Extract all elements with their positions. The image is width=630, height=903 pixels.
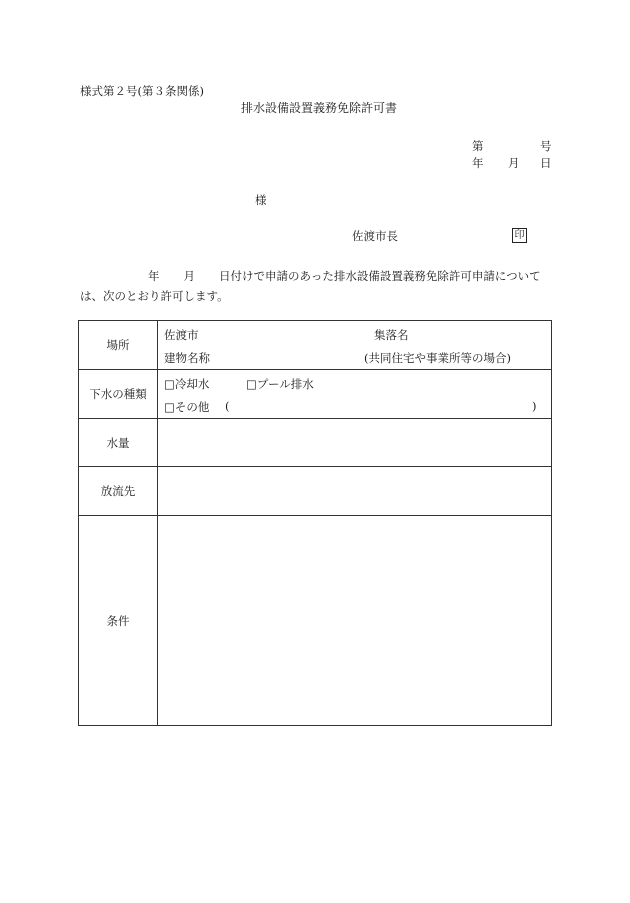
destination-cell <box>158 467 552 516</box>
issuer-name: 佐渡市長 <box>352 229 398 243</box>
option-other: □その他 <box>164 400 210 414</box>
document-title: 排水設備設置義務免除許可書 <box>241 101 398 115</box>
place-building-label: 建物名称 <box>164 351 210 365</box>
form-number: 様式第２号(第３条関係) <box>80 84 204 98</box>
body-year: 年 <box>148 269 160 283</box>
body-month: 月 <box>183 269 195 283</box>
permit-table <box>78 320 552 726</box>
option-pool-drainage: □プール排水 <box>246 377 314 391</box>
date-year: 年 <box>472 156 484 170</box>
number-suffix: 号 <box>540 139 552 153</box>
seal-mark: 印 <box>512 228 527 243</box>
table-row-volume <box>79 419 552 467</box>
body-line-2: は、次のとおり許可します。 <box>80 289 229 303</box>
place-label: 場所 <box>79 321 158 370</box>
body-line-1 <box>80 266 554 286</box>
addressee-honorific: 様 <box>255 193 267 207</box>
place-city: 佐渡市 <box>164 328 199 342</box>
table-row-place <box>79 321 552 370</box>
other-open-paren: ( <box>225 399 230 413</box>
table-row-destination <box>79 467 552 516</box>
conditions-label: 条件 <box>79 516 158 726</box>
place-building-note: (共同住宅や事業所等の場合) <box>364 351 511 365</box>
other-close-paren: ) <box>532 399 537 413</box>
date-day: 日 <box>540 156 552 170</box>
date-month: 月 <box>508 156 520 170</box>
body-line1-rest: 日付けで申請のあった排水設備設置義務免除許可申請について <box>219 269 541 283</box>
option-cooling-water: □冷却水 <box>164 377 210 391</box>
table-row-sewage-type <box>79 370 552 419</box>
conditions-cell <box>158 516 552 726</box>
table-row-conditions <box>79 516 552 726</box>
sewage-type-label: 下水の種類 <box>79 370 158 419</box>
body-paragraph <box>80 266 554 306</box>
volume-label: 水量 <box>79 419 158 467</box>
place-village-label: 集落名 <box>374 328 409 342</box>
destination-label: 放流先 <box>79 467 158 516</box>
volume-cell <box>158 419 552 467</box>
place-cell <box>158 321 552 370</box>
number-prefix: 第 <box>472 139 484 153</box>
sewage-type-cell <box>158 370 552 419</box>
